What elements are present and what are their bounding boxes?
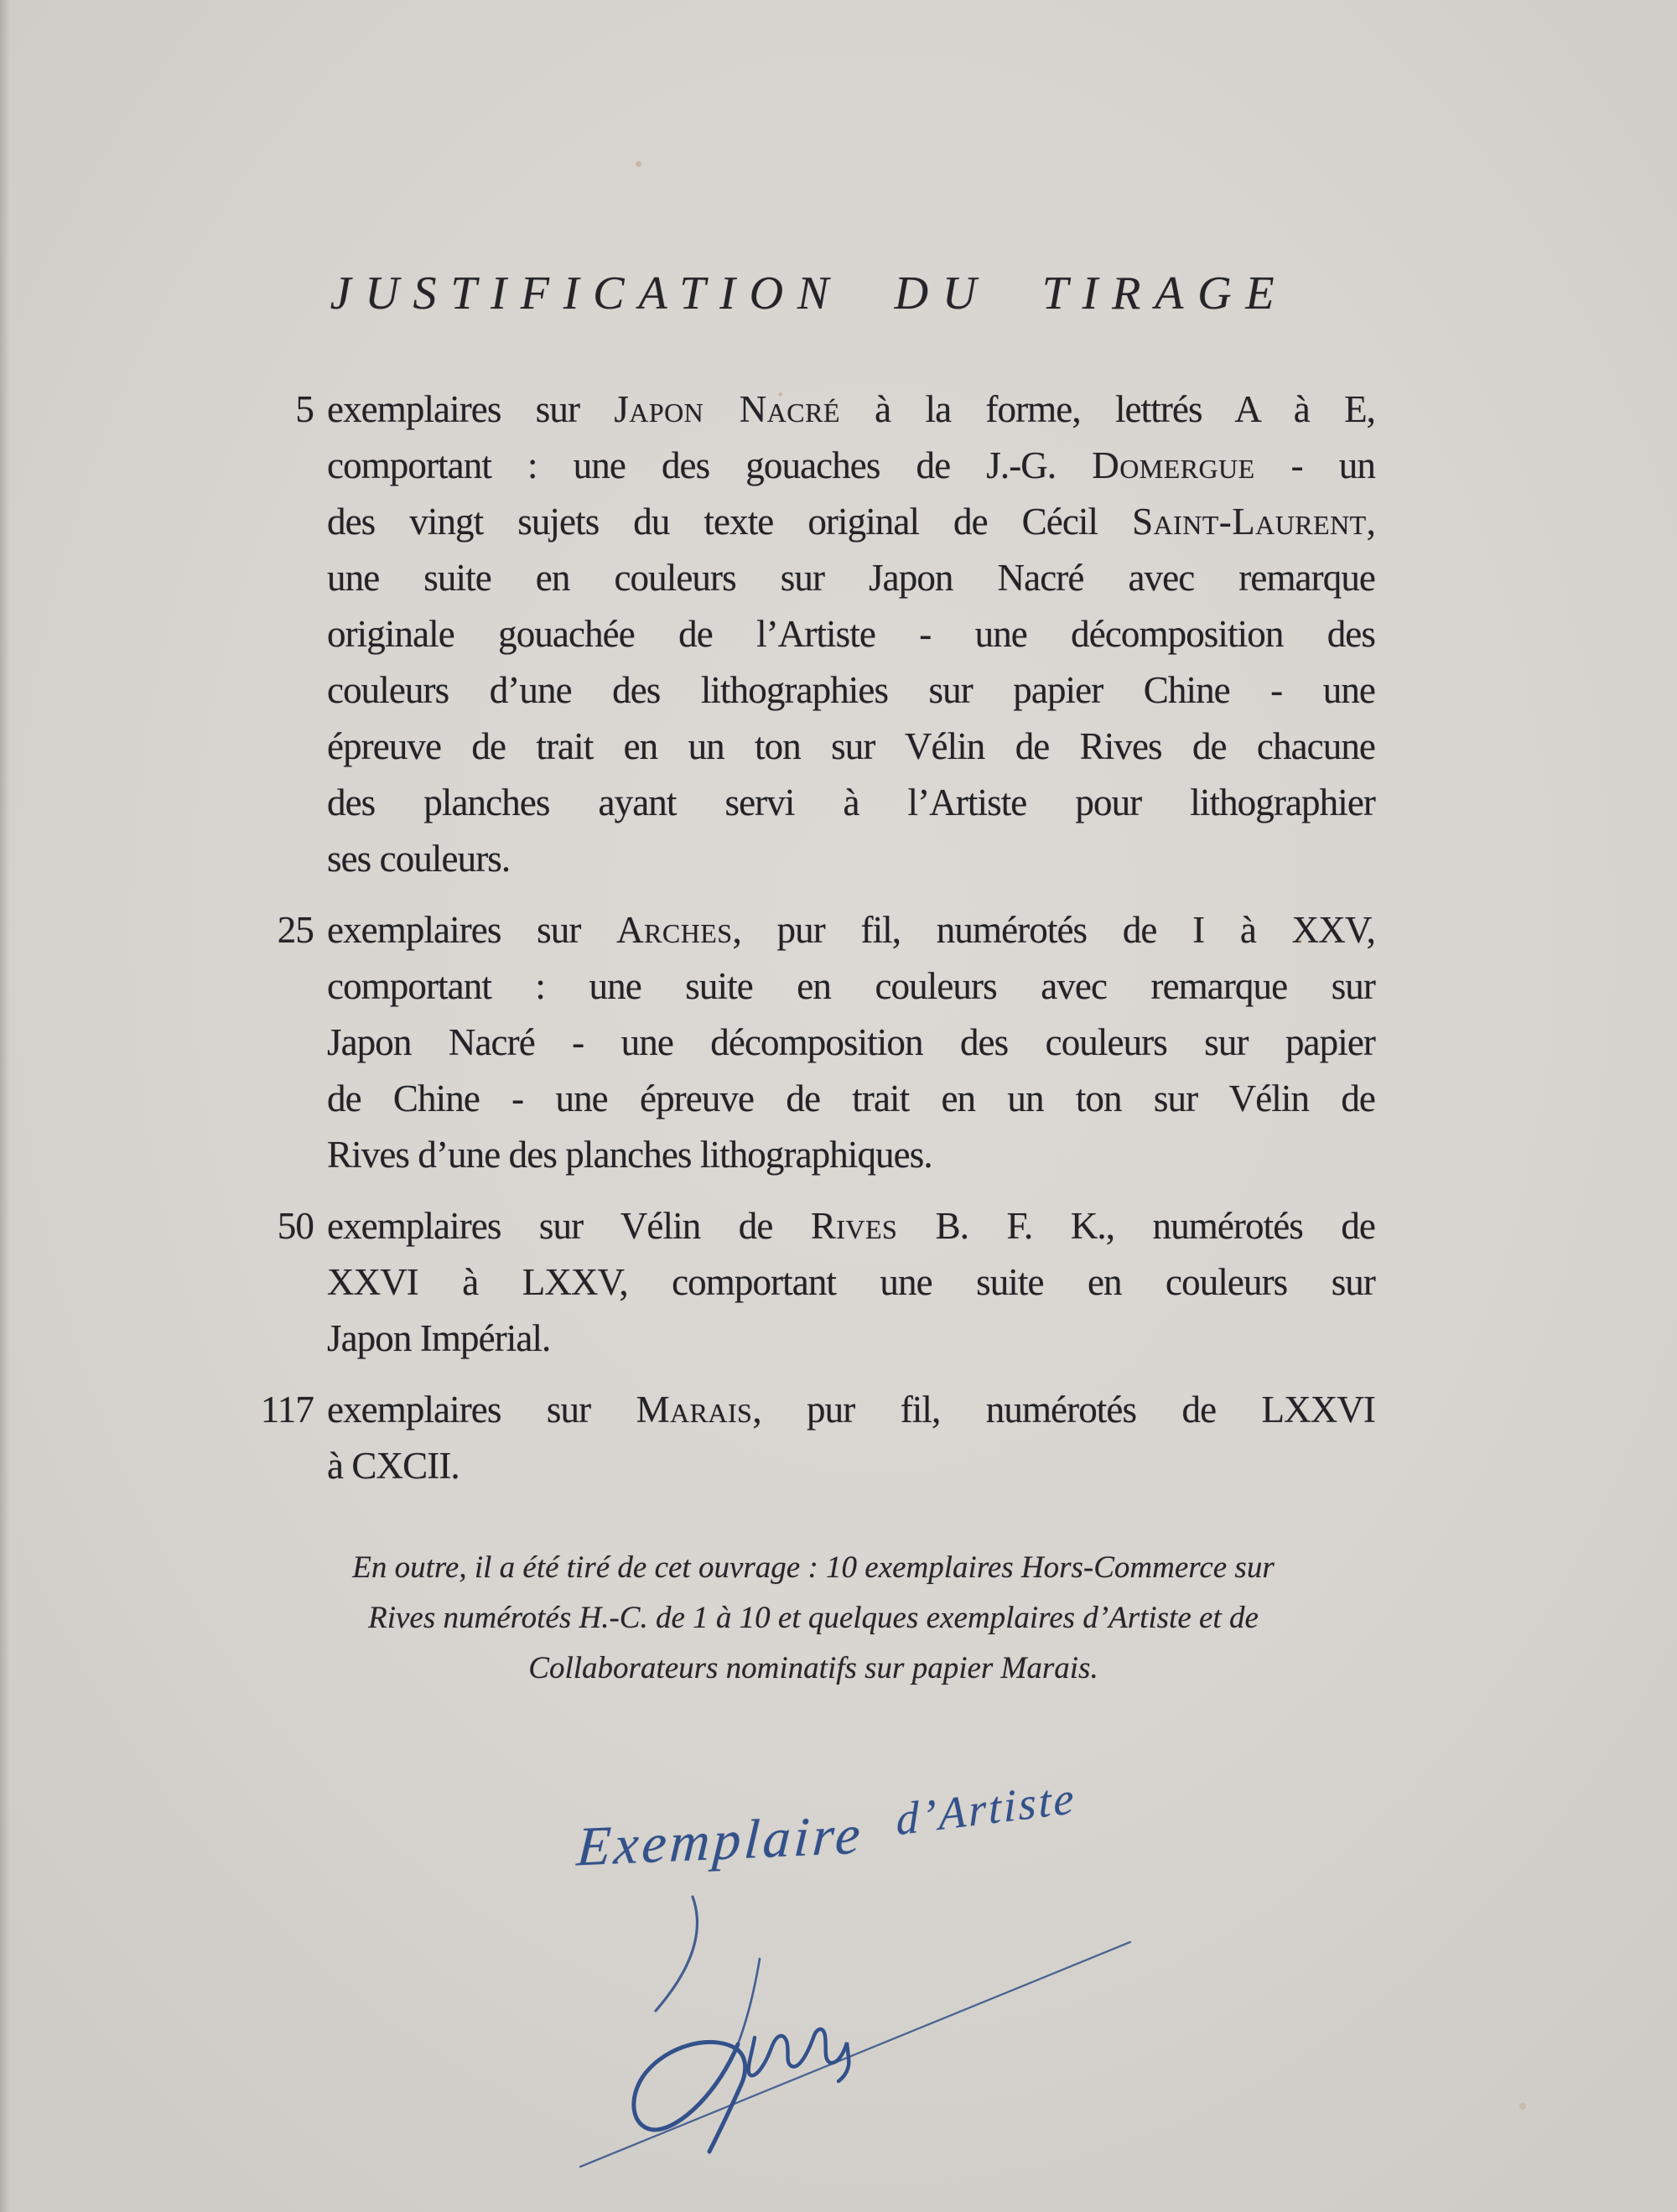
text-line: des vingt sujets du texte original de Cécil Saint-Laurent,	[327, 501, 1375, 543]
edition-paragraph	[225, 1198, 1375, 1367]
signature-diagonal-stroke	[580, 1942, 1130, 2167]
text-line: exemplaires sur Arches, pur fil, numérotés de I à XXV,	[327, 909, 1376, 951]
edition-paragraph	[225, 902, 1375, 1183]
edition-count: 50	[277, 1205, 314, 1247]
text-line: comportant : une des gouaches de J.-G. Domergue - un	[327, 444, 1375, 486]
text-line: exemplaires sur Vélin de Rives B. F. K., numérotés de	[327, 1205, 1375, 1247]
signature-lead-stroke	[738, 1959, 760, 2044]
text-line: à CXCII.	[327, 1445, 459, 1487]
text-line: originale gouachée de l’Artiste - une décomposition des	[327, 613, 1375, 655]
text-line: épreuve de trait en un ton sur Vélin de Rives de chacune	[327, 725, 1375, 767]
signature-loop	[634, 2042, 745, 2152]
paper-speck	[1519, 2103, 1526, 2110]
colophon-line: Rives numérotés H.-C. de 1 à 10 et quelques exemplaires d’Artiste et de	[368, 1601, 1259, 1635]
edition-count: 25	[277, 909, 314, 951]
text-line: Rives d’une des planches lithographiques.	[327, 1134, 932, 1176]
text-line: Japon Nacré - une décomposition des couleurs sur papier	[327, 1021, 1375, 1063]
handwritten-inscription-exemplaire: Exemplaire	[574, 1804, 865, 1878]
edition-text	[327, 1198, 1375, 1367]
text-line: de Chine - une épreuve de trait en un ton sur Vélin de	[327, 1077, 1375, 1119]
edition-paragraph	[225, 1382, 1375, 1494]
text-line: comportant : une suite en couleurs avec remarque sur	[327, 965, 1375, 1007]
edition-paragraphs	[225, 382, 1375, 1509]
paper-speck	[778, 392, 782, 397]
text-line: exemplaires sur Japon Nacré à la forme, lettrés A à E,	[327, 388, 1376, 430]
edition-text	[327, 902, 1375, 1183]
inscription-flourish	[656, 1897, 698, 2011]
text-line: ses couleurs.	[327, 838, 511, 880]
edition-text	[327, 382, 1375, 887]
colophon-line: En outre, il a été tiré de cet ouvrage : 10 exemplaires Hors-Commerce sur	[352, 1550, 1275, 1585]
text-line: XXVI à LXXV, comportant une suite en couleurs sur	[327, 1261, 1375, 1303]
text-line: des planches ayant servi à l’Artiste pour lithographier	[327, 781, 1375, 823]
colophon-note	[252, 1543, 1375, 1694]
edition-count: 5	[295, 388, 314, 430]
handwritten-inscription-d-artiste: d’Artiste	[896, 1772, 1077, 1846]
edition-count: 117	[260, 1389, 314, 1431]
signature-scrawl	[749, 2029, 849, 2081]
colophon-line: Collaborateurs nominatifs sur papier Marais.	[528, 1651, 1098, 1685]
paper-speck	[636, 161, 641, 167]
text-line: couleurs d’une des lithographies sur papier Chine - une	[327, 669, 1375, 711]
edition-text	[327, 1382, 1375, 1494]
paper-speck	[1298, 939, 1302, 943]
edition-paragraph	[225, 382, 1375, 887]
text-line: exemplaires sur Marais, pur fil, numérotés de LXXVI	[327, 1389, 1376, 1431]
text-line: une suite en couleurs sur Japon Nacré avec remarque	[327, 557, 1375, 599]
text-line: Japon Impérial.	[327, 1317, 551, 1359]
page-title: JUSTIFICATION DU TIRAGE	[330, 267, 1289, 319]
